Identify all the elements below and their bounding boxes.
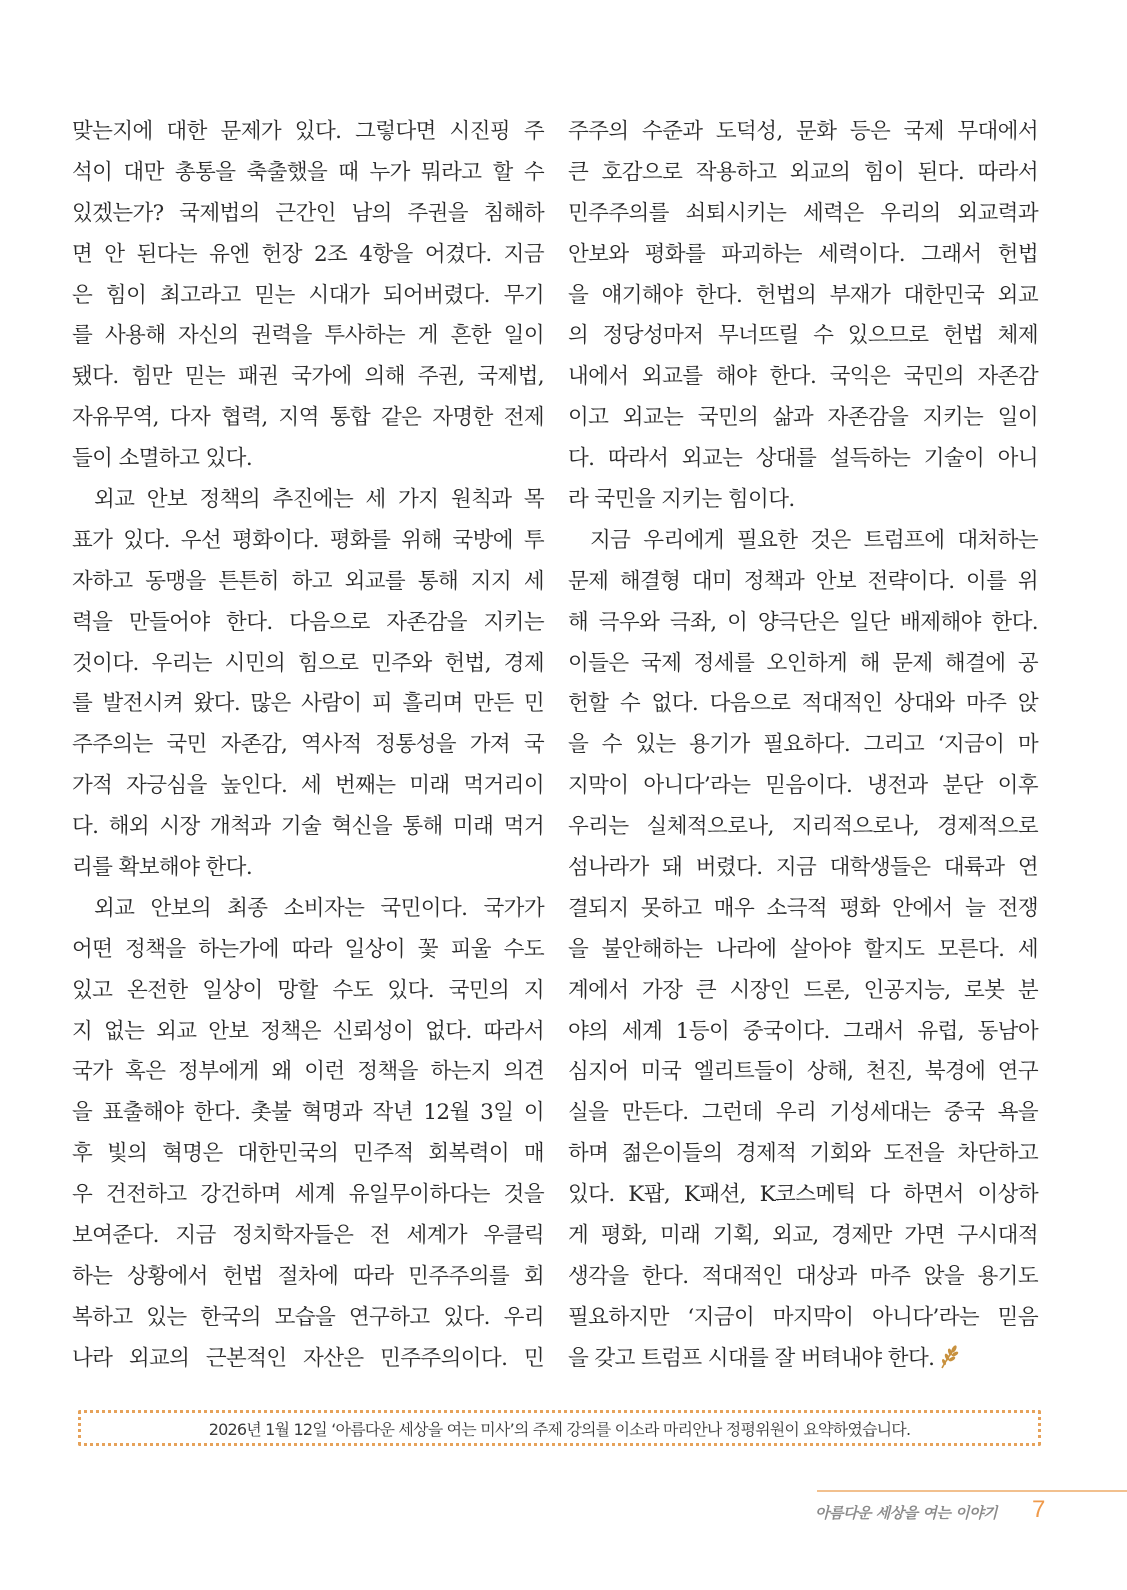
text-line: 우 건전하고 강건하며 세계 유일무이하다는 것을	[72, 1182, 544, 1208]
text-line: 력을 만들어야 한다. 다음으로 자존감을 지키는	[72, 609, 544, 635]
text-line: 지막이 아니다’라는 믿음이다. 냉전과 분단 이후	[568, 773, 1038, 799]
text-line: 석이 대만 총통을 축출했을 때 누가 뭐라고 할 수	[72, 159, 544, 185]
text-line: 이고 외교는 국민의 삶과 자존감을 지키는 일이	[568, 405, 1038, 431]
text-line: 계에서 가장 큰 시장인 드론, 인공지능, 로봇 분	[568, 977, 1038, 1003]
text-line: 있고 온전한 일상이 망할 수도 있다. 국민의 지	[72, 977, 544, 1003]
text-line: 이들은 국제 정세를 오인하게 해 문제 해결에 공	[568, 650, 1038, 676]
text-line: 지금 우리에게 필요한 것은 트럼프에 대처하는	[590, 527, 1038, 553]
text-line: 안보와 평화를 파괴하는 세력이다. 그래서 헌법	[568, 241, 1038, 267]
text-line: 들이 소멸하고 있다.	[72, 446, 253, 472]
text-line: 을 불안해하는 나라에 살아야 할지도 모른다. 세	[568, 936, 1038, 962]
text-line: 자유무역, 다자 협력, 지역 통합 같은 자명한 전제	[72, 405, 544, 431]
text-line: 후 빛의 혁명은 대한민국의 민주적 회복력이 매	[72, 1141, 544, 1167]
text-line: 다. 따라서 외교는 상대를 설득하는 기술이 아니	[568, 446, 1038, 472]
text-line: 결되지 못하고 매우 소극적 평화 안에서 늘 전쟁	[568, 895, 1038, 921]
text-line: 보여준다. 지금 정치학자들은 전 세계가 우클릭	[72, 1223, 544, 1249]
text-line: 주주의는 국민 자존감, 역사적 정통성을 가져 국	[72, 732, 544, 758]
text-line: 해 극우와 극좌, 이 양극단은 일단 배제해야 한다.	[568, 609, 1038, 635]
text-line: 맞는지에 대한 문제가 있다. 그렇다면 시진핑 주	[72, 119, 544, 144]
text-line: 을 갖고 트럼프 시대를 잘 버텨내야 한다.	[568, 1339, 1038, 1380]
text-line: 을 얘기해야 한다. 헌법의 부재가 대한민국 외교	[568, 282, 1038, 308]
text-line: 야의 세계 1등이 중국이다. 그래서 유럽, 동남아	[568, 1018, 1038, 1044]
text-line: 헌할 수 없다. 다음으로 적대적인 상대와 마주 앉	[568, 691, 1038, 717]
text-line: 다. 해외 시장 개척과 기술 혁신을 통해 미래 먹거	[72, 814, 544, 840]
summary-note-box	[78, 1410, 1041, 1446]
text-line: 가적 자긍심을 높인다. 세 번째는 미래 먹거리이	[72, 773, 544, 799]
text-line: 라 국민을 지키는 힘이다.	[568, 487, 795, 513]
text-line: 을 수 있는 용기가 필요하다. 그리고 ‘지금이 마	[568, 732, 1038, 758]
footer-divider	[817, 1490, 1127, 1492]
text-line: 어떤 정책을 하는가에 따라 일상이 꽃 피울 수도	[72, 936, 544, 962]
text-line: 큰 호감으로 작용하고 외교의 힘이 된다. 따라서	[568, 159, 1038, 185]
text-line: 국가 혹은 정부에게 왜 이런 정책을 하는지 의견	[72, 1059, 544, 1085]
text-line: 심지어 미국 엘리트들이 상해, 천진, 북경에 연구	[568, 1059, 1038, 1085]
text-line: 됐다. 힘만 믿는 패권 국가에 의해 주권, 국제법,	[72, 364, 544, 390]
text-line: 있다. K팝, K패션, K코스메틱 다 하면서 이상하	[568, 1182, 1038, 1208]
text-line: 내에서 외교를 해야 한다. 국익은 국민의 자존감	[568, 364, 1038, 390]
text-line: 실을 만든다. 그런데 우리 기성세대는 중국 욕을	[568, 1100, 1038, 1126]
page-number: 7	[1032, 1496, 1046, 1523]
text-line: 를 사용해 자신의 권력을 투사하는 게 흔한 일이	[72, 323, 544, 349]
text-line: 리를 확보해야 한다.	[72, 855, 253, 881]
text-line: 것이다. 우리는 시민의 힘으로 민주와 헌법, 경제	[72, 650, 544, 676]
publication-title: 아름다운 세상을 여는 이야기	[815, 1504, 998, 1522]
summary-note-text: 2026년 1월 12일 ‘아름다운 세상을 여는 미사’의 주제 강의를 이소라 마리안나 정평위원이 요약하였습니다.	[208, 1419, 911, 1439]
article-left-column	[72, 112, 544, 1380]
text-line: 문제 해결형 대미 정책과 안보 전략이다. 이를 위	[568, 568, 1038, 594]
text-line: 복하고 있는 한국의 모습을 연구하고 있다. 우리	[72, 1304, 544, 1330]
text-line: 게 평화, 미래 기획, 외교, 경제만 가면 구시대적	[568, 1223, 1038, 1249]
text-line: 외교 안보의 최종 소비자는 국민이다. 국가가	[94, 895, 544, 921]
text-line: 외교 안보 정책의 추진에는 세 가지 원칙과 목	[94, 487, 544, 513]
text-line: 민주주의를 쇠퇴시키는 세력은 우리의 외교력과	[568, 200, 1038, 226]
text-line: 를 발전시켜 왔다. 많은 사람이 피 흘리며 만든 민	[72, 691, 544, 717]
text-line: 하며 젊은이들의 경제적 기회와 도전을 차단하고	[568, 1141, 1038, 1167]
text-line: 주주의 수준과 도덕성, 문화 등은 국제 무대에서	[568, 119, 1038, 144]
article-right-column	[568, 112, 1038, 1380]
text-line: 있겠는가? 국제법의 근간인 남의 주권을 침해하	[72, 200, 544, 226]
text-line: 의 정당성마저 무너뜨릴 수 있으므로 헌법 체제	[568, 323, 1038, 349]
text-line: 면 안 된다는 유엔 헌장 2조 4항을 어겼다. 지금	[72, 241, 544, 267]
text-line: 하는 상황에서 헌법 절차에 따라 민주주의를 회	[72, 1263, 544, 1289]
text-line: 섬나라가 돼 버렸다. 지금 대학생들은 대륙과 연	[568, 855, 1038, 881]
text-line: 을 표출해야 한다. 촛불 혁명과 작년 12월 3일 이	[72, 1100, 544, 1126]
text-line: 자하고 동맹을 튼튼히 하고 외교를 통해 지지 세	[72, 568, 544, 594]
text-line: 나라 외교의 근본적인 자산은 민주주의이다. 민	[72, 1345, 544, 1371]
text-line: 필요하지만 ‘지금이 마지막이 아니다’라는 믿음	[568, 1304, 1038, 1330]
wheat-icon	[938, 1343, 960, 1369]
text-line: 은 힘이 최고라고 믿는 시대가 되어버렸다. 무기	[72, 282, 544, 308]
text-line: 생각을 한다. 적대적인 대상과 마주 앉을 용기도	[568, 1263, 1038, 1289]
text-line: 우리는 실체적으로나, 지리적으로나, 경제적으로	[568, 814, 1038, 840]
text-line: 표가 있다. 우선 평화이다. 평화를 위해 국방에 투	[72, 527, 544, 553]
text-line: 지 없는 외교 안보 정책은 신뢰성이 없다. 따라서	[72, 1018, 544, 1044]
